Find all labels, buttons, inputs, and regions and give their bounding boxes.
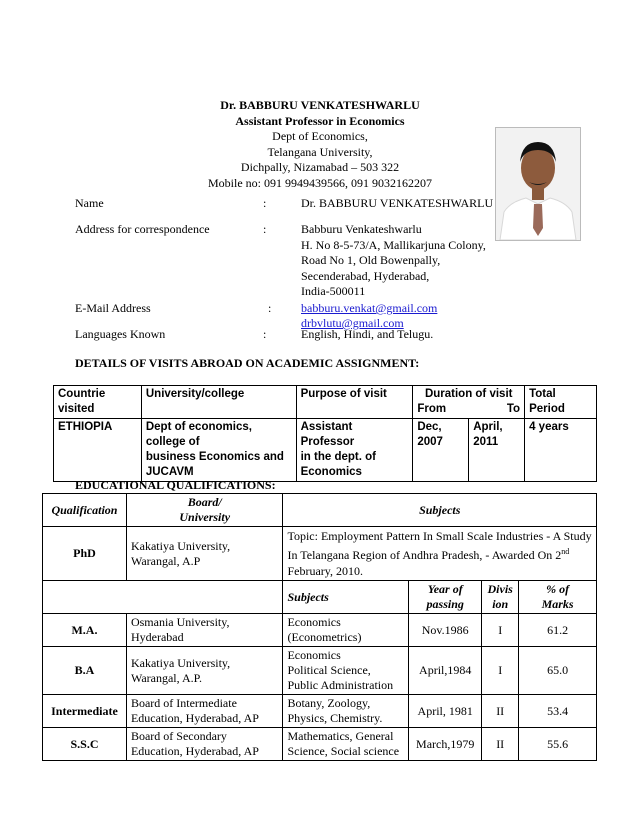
table-row (43, 494, 597, 527)
header-cell-board: Board/ University (126, 494, 283, 527)
table-row (54, 386, 597, 419)
address-value (301, 222, 486, 300)
table-row (43, 527, 597, 581)
subheader-marks: % of Marks (519, 581, 597, 614)
ba-subjects: Economics Political Science, Public Administration (283, 647, 409, 695)
ba-marks: 65.0 (519, 647, 597, 695)
visit-total: 4 years (525, 419, 597, 482)
header-cell-university: University/college (141, 386, 296, 419)
phd-board: Kakatiya University, Warangal, A.P (126, 527, 283, 581)
visits-section-title: DETAILS OF VISITS ABROAD ON ACADEMIC ASSIGNMENT: (75, 356, 420, 370)
ma-board: Osmania University, Hyderabad (126, 614, 283, 647)
address-label: Address for correspondence (75, 222, 210, 236)
email-link-1[interactable]: babburu.venkat@gmail.com (301, 301, 438, 315)
subheader-division: Divis ion (482, 581, 519, 614)
header-cell-country: Countrie visited (54, 386, 142, 419)
letterhead (160, 98, 480, 191)
name-colon: : (263, 196, 267, 210)
header-dept: Dept of Economics, (272, 129, 368, 143)
email-colon: : (268, 301, 272, 315)
education-section-title: EDUCATIONAL QUALIFICATIONS: (75, 478, 276, 492)
languages-label: Languages Known (75, 327, 166, 341)
visits-table (53, 385, 597, 482)
ba-division: I (482, 647, 519, 695)
ssc-subjects: Mathematics, General Science, Social science (283, 728, 409, 761)
table-row (43, 614, 597, 647)
ma-qualification: M.A. (43, 614, 127, 647)
table-row (43, 581, 597, 614)
ma-marks: 61.2 (519, 614, 597, 647)
header-title: Assistant Professor in Economics (235, 113, 405, 128)
visit-university: Dept of economics, college of business Economics and JUCAVM (141, 419, 296, 482)
header-university: Telangana University, (267, 144, 373, 159)
ssc-year: March,1979 (409, 728, 482, 761)
ma-division: I (482, 614, 519, 647)
ssc-division: II (482, 728, 519, 761)
table-row (43, 728, 597, 761)
visit-purpose: Assistant Professor in the dept. of Economics (296, 419, 413, 482)
header-cell-purpose: Purpose of visit (296, 386, 413, 419)
header-cell-duration: Duration of visit From To (413, 386, 525, 419)
ssc-marks: 55.6 (519, 728, 597, 761)
person-photo-icon (496, 128, 580, 240)
ba-year: April,1984 (409, 647, 482, 695)
table-row (43, 695, 597, 728)
header-cell-qualification: Qualification (43, 494, 127, 527)
email-link-2[interactable]: drbvlutu@gmail.com (301, 316, 404, 330)
inter-year: April, 1981 (409, 695, 482, 728)
ssc-qualification: S.S.C (43, 728, 127, 761)
education-table (42, 493, 597, 761)
inter-marks: 53.4 (519, 695, 597, 728)
visit-from: Dec, 2007 (413, 419, 469, 482)
ssc-board: Board of Secondary Education, Hyderabad, AP (126, 728, 283, 761)
visit-country: ETHIOPIA (54, 419, 142, 482)
name-label: Name (75, 196, 104, 210)
ba-qualification: B.A (43, 647, 127, 695)
header-mobile: Mobile no: 091 9949439566, 091 9032162207 (208, 175, 432, 190)
address-line: India-500011 (301, 284, 366, 298)
address-line: H. No 8-5-73/A, Mallikarjuna Colony, (301, 237, 486, 252)
table-row (54, 419, 597, 482)
subheader-year: Year of passing (409, 581, 482, 614)
name-value: Dr. BABBURU VENKATESHWARLU (301, 196, 494, 210)
ma-subjects: Economics (Econometrics) (283, 614, 409, 647)
address-line: Babburu Venkateshwarlu (301, 222, 422, 236)
phd-topic: Topic: Employment Pattern In Small Scale Industries - A Study In Telangana Region of Andhra Pradesh, - Awarded On 2nd February, 2010. (283, 527, 597, 581)
inter-division: II (482, 695, 519, 728)
address-line: Road No 1, Old Bowenpally, (301, 253, 441, 267)
header-place: Dichpally, Nizamabad – 503 322 (240, 160, 400, 174)
address-colon: : (263, 222, 267, 236)
ba-board: Kakatiya University, Warangal, A.P. (126, 647, 283, 695)
inter-qualification: Intermediate (43, 695, 127, 728)
languages-colon: : (263, 327, 267, 341)
languages-value: English, Hindi, and Telugu. (301, 327, 434, 341)
inter-board: Board of Intermediate Education, Hyderabad, AP (126, 695, 283, 728)
empty-cell (43, 581, 283, 614)
subheader-subjects: Subjects (283, 581, 409, 614)
email-label: E-Mail Address (75, 301, 151, 315)
inter-subjects: Botany, Zoology, Physics, Chemistry. (283, 695, 409, 728)
header-name: Dr. BABBURU VENKATESHWARLU (220, 98, 420, 112)
table-row (43, 647, 597, 695)
visit-to: April, 2011 (469, 419, 525, 482)
header-cell-subjects: Subjects (283, 494, 597, 527)
profile-photo (495, 127, 581, 241)
phd-qualification: PhD (43, 527, 127, 581)
header-cell-total: Total Period (525, 386, 597, 419)
ma-year: Nov.1986 (409, 614, 482, 647)
address-line: Secenderabad, Hyderabad, (301, 268, 430, 283)
